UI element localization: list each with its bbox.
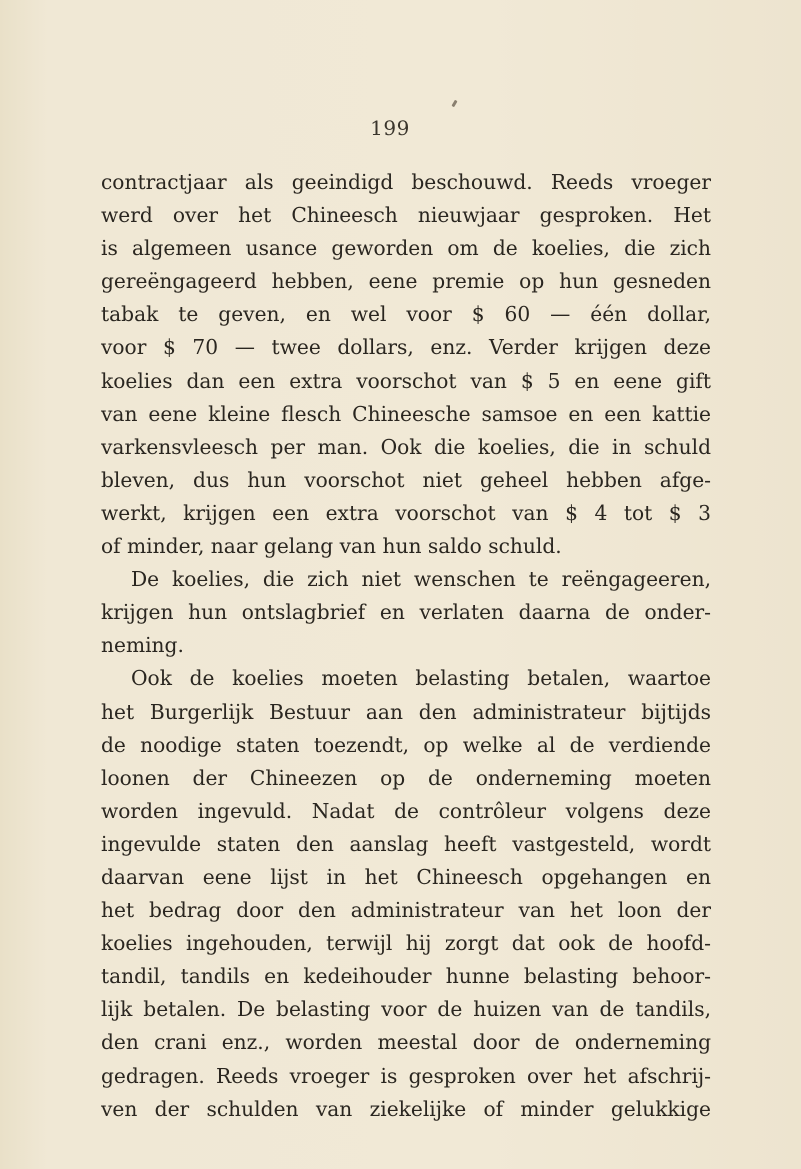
text-line: De koelies, die zich niet wenschen te reëngageeren,	[131, 567, 711, 592]
text-line: is algemeen usance geworden om de koelies, die zich	[101, 236, 711, 261]
text-line: contractjaar als geeindigd beschouwd. Reeds vroeger	[101, 170, 711, 194]
text-line: het Burgerlijk Bestuur aan den administrateur bijtijds	[101, 699, 711, 724]
text-line: voor $ 70 — twee dollars, enz. Verder krijgen deze	[101, 335, 711, 360]
text-line: gereëngageerd hebben, eene premie op hun gesneden	[101, 269, 711, 294]
text-line: krijgen hun ontslagbrief en verlaten daarna de onder-	[101, 600, 711, 625]
text-line: neming.	[101, 633, 184, 658]
text-line: werkt, krijgen een extra voorschot van $ 4 tot $ 3	[101, 500, 711, 525]
text-line: den crani enz., worden meestal door de onderneming	[101, 1030, 711, 1055]
text-line: koelies ingehouden, terwijl hij zorgt dat ook de hoofd-	[101, 931, 711, 956]
text-line: de noodige staten toezendt, op welke al de verdiende	[101, 732, 711, 757]
text-line: varkensvleesch per man. Ook die koelies, die in schuld	[101, 434, 711, 459]
text-line: Ook de koelies moeten belasting betalen, waartoe	[131, 666, 711, 691]
text-line: lijk betalen. De belasting voor de huizen van de tandils,	[101, 997, 711, 1022]
text-line: koelies dan een extra voorschot van $ 5 en eene gift	[101, 368, 711, 393]
text-line: ven der schulden van ziekelijke of minder gelukkige	[101, 1096, 711, 1121]
text-line: worden ingevuld. Nadat de contrôleur volgens deze	[101, 798, 711, 823]
text-line: daarvan eene lijst in het Chineesch opgehangen en	[101, 864, 711, 889]
ink-speck	[451, 100, 457, 108]
text-line: loonen der Chineezen op de onderneming moeten	[101, 765, 711, 790]
text-line: ingevulde staten den aanslag heeft vastgesteld, wordt	[101, 831, 711, 856]
text-line: of minder, naar gelang van hun saldo schuld.	[101, 534, 562, 559]
body-text	[101, 166, 711, 1126]
text-line: bleven, dus hun voorschot niet geheel hebben afge-	[101, 467, 711, 492]
text-line: het bedrag door den administrateur van het loon der	[101, 898, 711, 923]
text-line: van eene kleine flesch Chineesche samsoe en een kattie	[101, 401, 711, 426]
text-line: werd over het Chineesch nieuwjaar gesproken. Het	[101, 203, 711, 228]
text-line: gedragen. Reeds vroeger is gesproken over het afschrij-	[101, 1063, 711, 1088]
text-line: tabak te geven, en wel voor $ 60 — één dollar,	[101, 302, 711, 327]
text-line: tandil, tandils en kedeihouder hunne belasting behoor-	[101, 964, 711, 989]
page-number: 199	[370, 116, 410, 140]
